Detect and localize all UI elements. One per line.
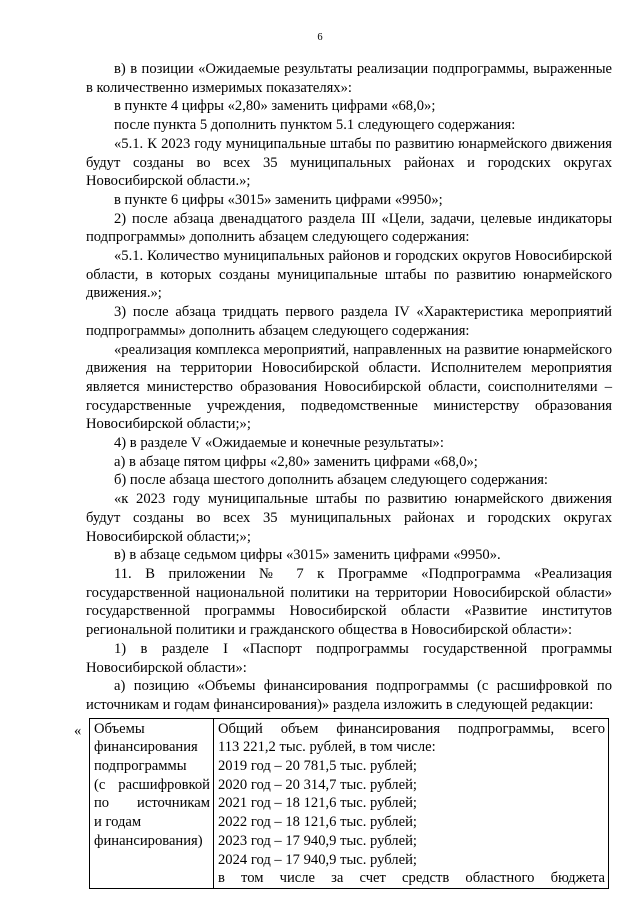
table-label-line: подпрограммы bbox=[94, 758, 187, 775]
table-value-line: 2022 год – 18 121,6 тыс. рублей; bbox=[218, 814, 417, 831]
paragraph: 4) в разделе V «Ожидаемые и конечные результаты»: bbox=[114, 435, 444, 452]
table-value-line: 113 221,2 тыс. рублей, в том числе: bbox=[218, 739, 436, 756]
paragraph-list bbox=[86, 60, 612, 715]
paragraph: в пункте 4 цифры «2,80» заменить цифрами «68,0»; bbox=[114, 98, 436, 115]
paragraph: а) в абзаце пятом цифры «2,80» заменить цифрами «68,0»; bbox=[114, 453, 478, 470]
paragraph: в) в позиции «Ожидаемые результаты реализации подпрограммы, выраженные в количественно измеримых показателях»: bbox=[86, 61, 612, 96]
table-value-line: 2020 год – 20 314,7 тыс. рублей; bbox=[218, 776, 417, 793]
paragraph: в) в абзаце седьмом цифры «3015» заменить цифрами «9950». bbox=[114, 547, 501, 564]
table-value-line: 2019 год – 20 781,5 тыс. рублей; bbox=[218, 758, 417, 775]
table-cell-label bbox=[90, 718, 214, 888]
paragraph: 11. В приложении № 7 к Программе «Подпрограмма «Реализация государственной национальной политики на территории Новосибирской области» государственной программы Новосибирской области «Развитие институтов региональной политики и гражданского общества в Новосибирской области»: bbox=[86, 565, 612, 639]
paragraph: «реализация комплекса мероприятий, направленных на развитие юнармейского движения на территории Новосибирской области. Исполнителем мероприятия является министерство образования Новосибирской области, соисполнителями – государственные учреждения, подведомственные министерству образования Новосибирской области;»; bbox=[86, 341, 612, 433]
paragraph: в пункте 6 цифры «3015» заменить цифрами «9950»; bbox=[114, 191, 443, 208]
open-quote: « bbox=[74, 722, 82, 739]
financing-table-block bbox=[74, 718, 612, 889]
table-label-line: Объемы bbox=[94, 720, 145, 737]
table-value-line: 2024 год – 17 940,9 тыс. рублей; bbox=[218, 851, 417, 868]
table-value-line: 2021 год – 18 121,6 тыс. рублей; bbox=[218, 795, 417, 812]
table-row bbox=[90, 718, 609, 888]
paragraph: «5.1. Количество муниципальных районов и городских округов Новосибирской области, в которых созданы муниципальные штабы по развитию юнармейского движения.»; bbox=[86, 248, 612, 302]
document-body bbox=[74, 60, 612, 889]
paragraph: 1) в разделе I «Паспорт подпрограммы государственной программы Новосибирской области»: bbox=[86, 640, 612, 676]
table-label-line: финансирования) bbox=[94, 832, 203, 849]
table-label-line: по источникам bbox=[94, 795, 210, 812]
table-label-line: финансирования bbox=[94, 739, 198, 756]
paragraph: «5.1. К 2023 году муниципальные штабы по развитию юнармейского движения будут созданы во всех 35 муниципальных районах и городских округах Новосибирской области.»; bbox=[86, 135, 612, 190]
paragraph: «к 2023 году муниципальные штабы по развитию юнармейского движения будут созданы во всех 35 муниципальных районах и городских округах Новосибирской области;»; bbox=[86, 491, 612, 545]
page-number: 6 bbox=[317, 32, 323, 43]
financing-table bbox=[89, 718, 609, 889]
paragraph: после пункта 5 дополнить пунктом 5.1 следующего содержания: bbox=[114, 117, 516, 134]
table-value-line: 2023 год – 17 940,9 тыс. рублей; bbox=[218, 832, 417, 849]
table-value-line: Общий объем финансирования подпрограммы, всего bbox=[218, 720, 605, 737]
table-cell-value bbox=[214, 718, 609, 888]
paragraph: б) после абзаца шестого дополнить абзацем следующего содержания: bbox=[114, 472, 548, 489]
paragraph: а) позицию «Объемы финансирования подпрограммы (с расшифровкой по источникам и годам финансирования)» раздела изложить в следующей редакции: bbox=[86, 678, 612, 713]
table-label-line: (с расшифровкой bbox=[94, 776, 210, 793]
table-value-line: в том числе за счет средств областного бюджета bbox=[218, 870, 605, 887]
table-label-line: и годам bbox=[94, 814, 142, 831]
paragraph: 3) после абзаца тридцать первого раздела IV «Характеристика мероприятий подпрограммы» дополнить абзацем следующего содержания: bbox=[86, 304, 612, 339]
paragraph: 2) после абзаца двенадцатого раздела III «Цели, задачи, целевые индикаторы подпрограммы» дополнить абзацем следующего содержания: bbox=[86, 210, 612, 246]
